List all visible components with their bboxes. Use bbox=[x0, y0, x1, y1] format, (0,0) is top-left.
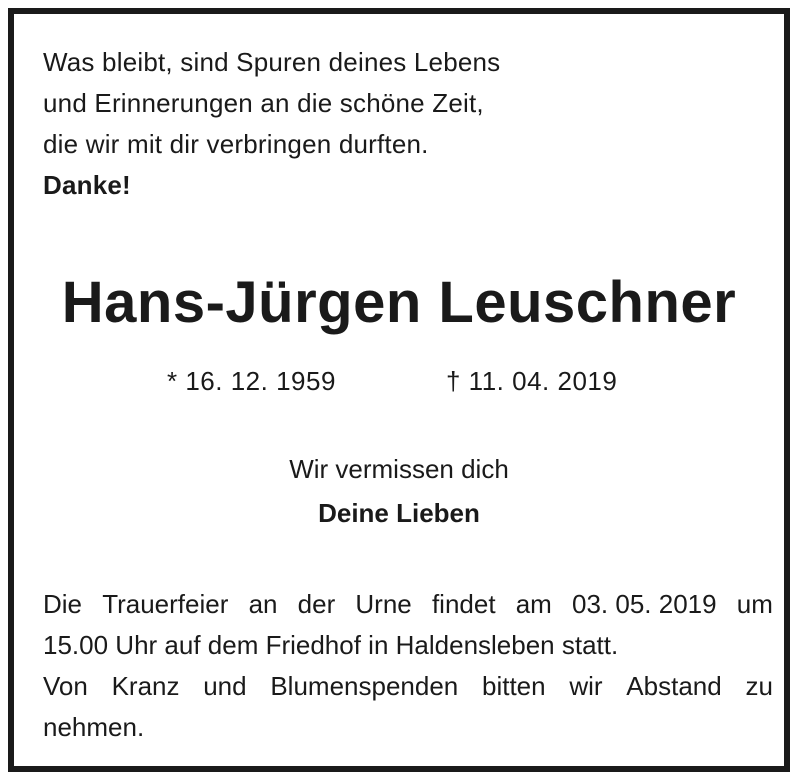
service-word: Von bbox=[43, 671, 88, 701]
poem-thanks: Danke! bbox=[43, 170, 131, 200]
poem-line: Was bleibt, sind Spuren deines Lebens bbox=[43, 47, 501, 77]
service-line-2: 15.00 Uhr auf dem Friedhof in Haldensleben statt. bbox=[43, 630, 619, 660]
family-signature: Deine Lieben bbox=[318, 498, 480, 528]
service-word: Kranz bbox=[111, 671, 180, 701]
poem-line: und Erinnerungen an die schöne Zeit, bbox=[43, 88, 484, 118]
service-line-3 bbox=[43, 666, 773, 707]
service-word: Abstand bbox=[626, 671, 722, 701]
service-word: zu bbox=[745, 671, 773, 701]
birth-date: * 16. 12. 1959 bbox=[167, 366, 336, 396]
service-word: am bbox=[515, 589, 552, 619]
service-word: bitten bbox=[482, 671, 546, 701]
service-date: 03. 05. 2019 bbox=[572, 589, 717, 619]
poem-line: die wir mit dir verbringen durften. bbox=[43, 129, 429, 159]
service-word: an bbox=[248, 589, 278, 619]
service-word: der bbox=[297, 589, 336, 619]
funeral-service-info bbox=[43, 584, 773, 748]
service-word: Trauerfeier bbox=[102, 589, 229, 619]
service-word: Blumenspenden bbox=[270, 671, 459, 701]
service-word: Die bbox=[43, 589, 83, 619]
death-date: † 11. 04. 2019 bbox=[446, 366, 618, 396]
service-line-1 bbox=[43, 584, 773, 625]
farewell-line: Wir vermissen dich bbox=[289, 454, 509, 484]
service-word: Urne bbox=[355, 589, 412, 619]
service-word: wir bbox=[569, 671, 603, 701]
service-word: um bbox=[736, 589, 773, 619]
obituary-notice bbox=[8, 8, 790, 772]
memorial-poem bbox=[43, 42, 500, 206]
service-word: findet bbox=[431, 589, 496, 619]
deceased-name: Hans-Jürgen Leuschner bbox=[61, 270, 737, 335]
service-line-4: nehmen. bbox=[43, 712, 145, 742]
service-word: und bbox=[203, 671, 247, 701]
